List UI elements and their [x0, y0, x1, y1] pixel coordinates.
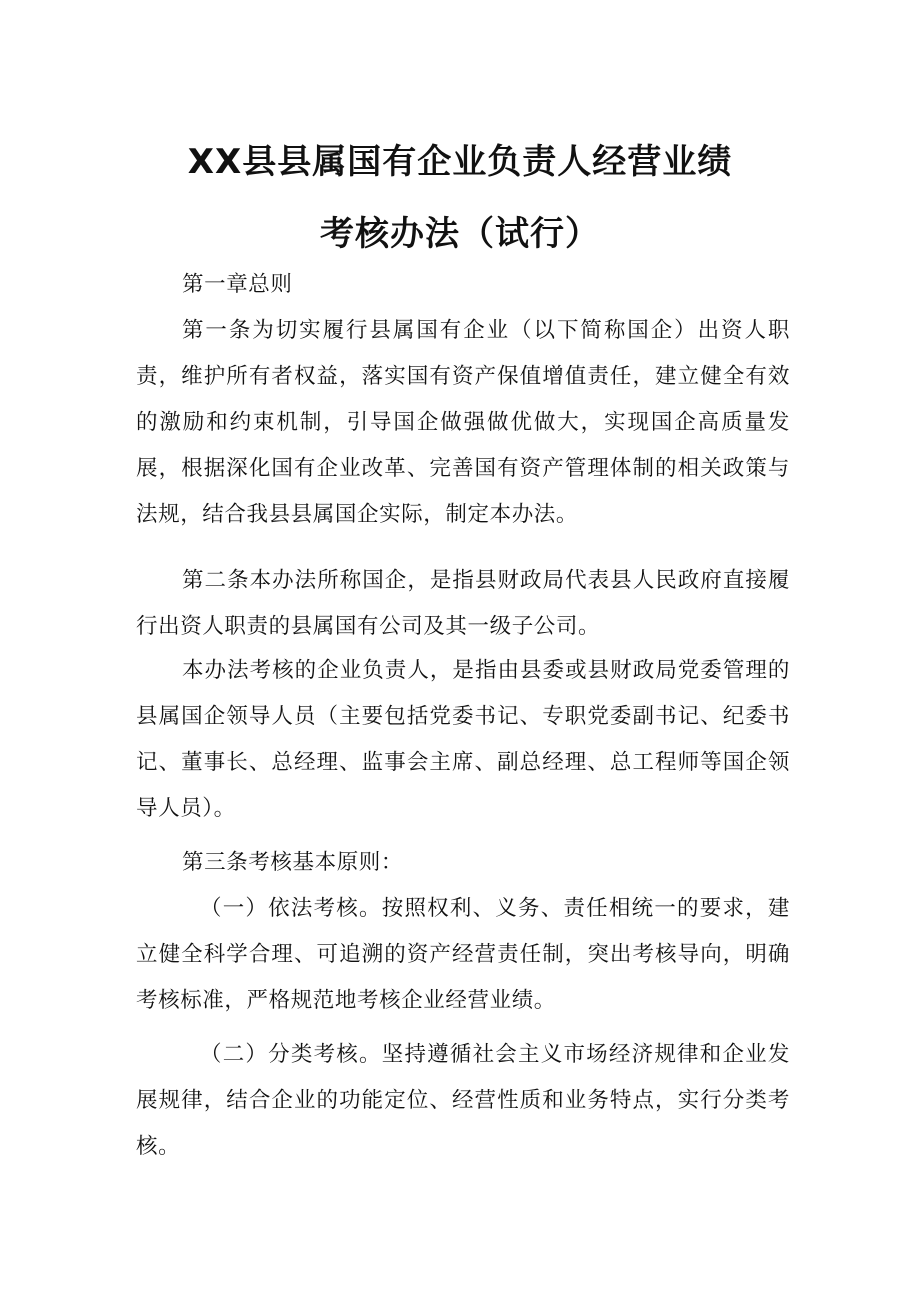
article-2-paragraph: 第二条本办法所称国企，是指县财政局代表县人民政府直接履行出资人职责的县属国有公司及其一级子公司。: [136, 568, 790, 639]
document-title-line-2: 考核办法（试行）: [320, 214, 600, 254]
principle-2-block: [136, 1032, 790, 1170]
document-title-line-1: XX县县属国有企业负责人经营业绩: [187, 142, 733, 182]
article-3-block: [136, 840, 790, 886]
article-1-block: [136, 308, 790, 538]
article-2-block: [136, 558, 790, 650]
article-1-paragraph: 第一条为切实履行县属国有企业（以下简称国企）出资人职责，维护所有者权益，落实国有资产保值增值责任，建立健全有效的激励和约束机制，引导国企做强做优做大，实现国企高质量发展，根据深化国有企业改革、完善国有资产管理体制的相关政策与法规，结合我县县属国企实际，制定本办法。: [136, 318, 790, 527]
chapter-heading-block: [136, 262, 790, 308]
scope-block: [136, 648, 790, 832]
article-3-paragraph: 第三条考核基本原则：: [182, 850, 404, 875]
principle-1-block: [136, 886, 790, 1024]
scope-paragraph: 本办法考核的企业负责人，是指由县委或县财政局党委管理的县属国企领导人员（主要包括党委书记、专职党委副书记、纪委书记、董事长、总经理、监事会主席、副总经理、总工程师等国企领导人员）。: [136, 658, 790, 821]
principle-2-paragraph: （二）分类考核。坚持遵循社会主义市场经济规律和企业发展规律，结合企业的功能定位、经营性质和业务特点，实行分类考核。: [136, 1042, 790, 1159]
chapter-heading: 第一章总则: [182, 272, 293, 297]
principle-1-paragraph: （一）依法考核。按照权利、义务、责任相统一的要求，建立健全科学合理、可追溯的资产经营责任制，突出考核导向，明确考核标准，严格规范地考核企业经营业绩。: [136, 896, 790, 1013]
